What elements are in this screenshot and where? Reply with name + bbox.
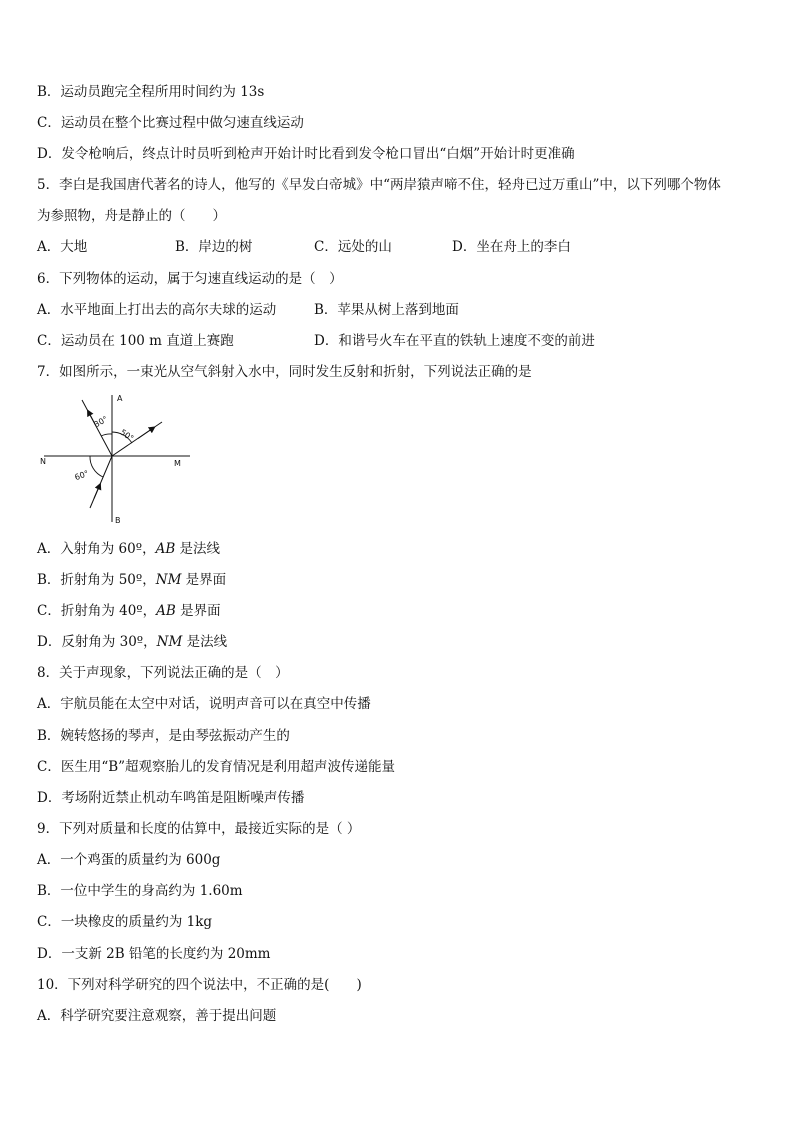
label-b: B	[115, 516, 121, 525]
q5-stem-line1: 5．李白是我国唐代著名的诗人，他写的《早发白帝城》中“两岸猿声啼不住，轻舟已过万重山”中，以下列哪个物体	[37, 177, 721, 193]
q7-option-b-suffix: 是界面	[181, 572, 227, 588]
q4-option-b: B．运动员跑完全程所用时间约为 13s	[37, 84, 265, 100]
q7-stem: 7．如图所示，一束光从空气斜射入水中，同时发生反射和折射，下列说法正确的是	[37, 364, 532, 380]
incident-ray	[90, 456, 112, 508]
q6-stem: 6．下列物体的运动，属于匀速直线运动的是（ ）	[37, 271, 343, 287]
q9-option-b: B．一位中学生的身高约为 1.60m	[37, 883, 243, 899]
angle-label-30: 30°	[92, 414, 110, 430]
q7-option-b	[37, 571, 226, 589]
q7-option-a-suffix: 是法线	[175, 541, 221, 557]
q9-stem: 9．下列对质量和长度的估算中，最接近实际的是（ ）	[37, 821, 361, 837]
q8-option-b: B．婉转悠扬的琴声，是由琴弦振动产生的	[37, 728, 290, 744]
q5-option-c: C．远处的山	[314, 239, 392, 255]
label-n: N	[40, 457, 46, 466]
q8-option-c: C．医生用“B”超观察胎儿的发育情况是利用超声波传递能量	[37, 759, 396, 775]
q8-option-d: D．考场附近禁止机动车鸣笛是阻断噪声传播	[37, 790, 305, 806]
q7-option-c-prefix: C．折射角为 40º，	[37, 603, 157, 619]
q6-option-c: C．运动员在 100 m 直道上赛跑	[37, 333, 234, 349]
q9-option-d: D．一支新 2B 铅笔的长度约为 20mm	[37, 946, 271, 962]
q7-option-c-suffix: 是界面	[175, 603, 221, 619]
q7-option-c-symbol: AB	[156, 603, 176, 619]
q10-option-a: A．科学研究要注意观察，善于提出问题	[37, 1008, 277, 1024]
q9-option-a: A．一个鸡蛋的质量约为 600g	[37, 852, 221, 868]
q7-option-c	[37, 602, 221, 620]
q8-option-a: A．宇航员能在太空中对话，说明声音可以在真空中传播	[37, 696, 371, 712]
q6-option-b: B．苹果从树上落到地面	[314, 302, 459, 318]
refraction-diagram-svg	[38, 392, 193, 526]
q7-option-a	[37, 540, 220, 558]
angle-label-50: 50°	[118, 427, 136, 444]
light-refraction-diagram	[38, 392, 193, 526]
q5-option-d: D．坐在舟上的李白	[452, 239, 571, 255]
q7-option-b-symbol: NM	[155, 572, 182, 588]
q4-option-c: C．运动员在整个比赛过程中做匀速直线运动	[37, 115, 304, 131]
refracted-ray-arrow	[138, 428, 154, 439]
refracted-ray	[112, 422, 162, 456]
q5-stem-line2: 为参照物，舟是静止的（ ）	[37, 208, 226, 224]
label-m: M	[174, 459, 181, 468]
angle-arc-30	[101, 434, 112, 436]
label-a: A	[117, 394, 123, 403]
q6-option-a: A．水平地面上打出去的高尔夫球的运动	[37, 302, 277, 318]
q7-option-a-prefix: A．入射角为 60º，	[37, 541, 156, 557]
q7-option-b-prefix: B．折射角为 50º，	[37, 572, 156, 588]
incident-ray-arrow	[94, 485, 100, 499]
q9-option-c: C．一块橡皮的质量约为 1kg	[37, 914, 213, 930]
q10-stem: 10．下列对科学研究的四个说法中，不正确的是( )	[37, 977, 362, 993]
q7-option-a-symbol: AB	[155, 541, 176, 557]
q7-option-d	[37, 633, 227, 651]
q5-option-a: A．大地	[37, 239, 88, 255]
q5-option-b: B．岸边的树	[175, 239, 253, 255]
q4-option-d: D．发令枪响后，终点计时员听到枪声开始计时比看到发令枪口冒出“白烟”开始计时更准确	[37, 146, 575, 162]
q7-option-d-prefix: D．反射角为 30º，	[37, 634, 157, 650]
q7-option-d-suffix: 是法线	[182, 634, 228, 650]
q8-stem: 8．关于声现象，下列说法正确的是（ ）	[37, 665, 289, 681]
angle-label-60: 60°	[73, 468, 90, 483]
q7-option-d-symbol: NM	[156, 634, 183, 650]
angle-arc-60	[90, 456, 103, 477]
q6-option-d: D．和谐号火车在平直的铁轨上速度不变的前进	[314, 333, 595, 349]
